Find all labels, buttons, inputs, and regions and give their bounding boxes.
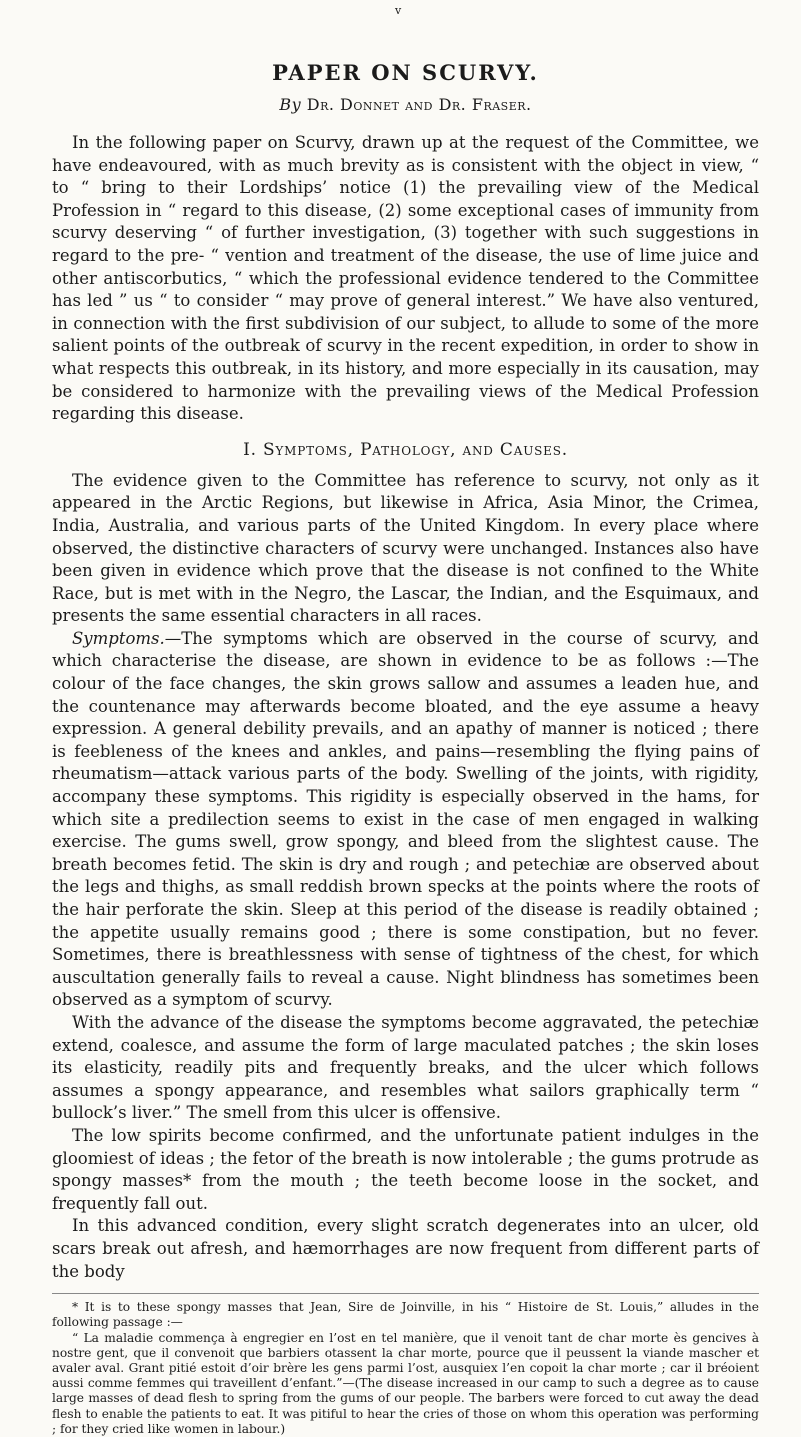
section-heading: I. Symptoms, Pathology, and Causes. (243, 439, 568, 460)
low-spirits-paragraph: The low spirits become confirmed, and the unfortunate patient indulges in the gloomiest of ideas ; the fetor of the breath is now intolerable ; the gums protrude as spongy masses* from the mouth ; the teeth become loose in the socket, and frequently fall out. (52, 1125, 759, 1213)
byline-authors: Dr. Donnet and Dr. Fraser. (306, 95, 532, 114)
page-number: v (395, 4, 402, 17)
footnote-divider (52, 1293, 759, 1294)
evidence-paragraph: The evidence given to the Committee has reference to scurvy, not only as it appeared in the Arctic Regions, but likewise in Africa, Asia Minor, the Crimea, India, Australia, and various parts of the United Kingdom. In every place where observed, the distinctive characters of scurvy were unchanged. Instances also have been given in evidence which prove that the disease is not confined to the White Race, but is met with in the Negro, the Lascar, the Indian, and the Esquimaux, and presents the same essential characters in all races. (52, 470, 759, 626)
footnote-intro: * It is to these spongy masses that Jean, Sire de Joinville, in his “ Histoire de St. Louis,” alludes in the following passage :— (52, 1300, 759, 1330)
footnote-quote: “ La maladie commença à engregier en l’ost en tel manière, que il venoit tant de char morte ès gencives à nostre gent, que il convenoit que barbiers otassent la char morte, pource que il peussent la viande mascher et avaler aval. Grant pitié estoit d’oir brère les gens parmi l’ost, ausquiex l’en copoit la char morte ; car il bréoient aussi comme femmes qui traveillent d’enfant.”—(The disease increased in our camp to such a degree as to cause large masses of dead flesh to spring from the gums of our people. The barbers were forced to cut away the dead flesh to enable the patients to eat. It was pitiful to hear the cries of those on whom this operation was performing ; for they cried like women in labour.) (52, 1330, 759, 1436)
intro-paragraph: In the following paper on Scurvy, drawn up at the request of the Committee, we have endeavoured, with as much brevity as is consistent with the object in view, “ to “ bring to their Lordships’ notice (1) the prevailing view of the Medical Profession in “ regard to this disease, (2) some exceptional cases of immunity from scurvy deserving “ of further investigation, (3) together with such suggestions in regard to the pre- “ vention and treatment of the disease, the use of lime juice and other antiscorbutics, “ which the professional evidence tendered to the Committee has led ” us “ to consider “ may prove of general interest.” We have also ventured, in connection with the first subdivision of our subject, to allude to some of the more salient points of the outbreak of scurvy in the recent expedition, in order to show in what respects this outbreak, in its history, and more especially in its causation, may be considered to harmonize with the prevailing views of the Medical Profession regarding this disease. (52, 133, 759, 424)
advance-paragraph: With the advance of the disease the symptoms become aggravated, the petechiæ extend, coalesce, and assume the form of large maculated patches ; the skin loses its elasticity, readily pits and frequently breaks, and the ulcer which follows assumes a spongy appearance, and resembles what sailors graphically term “ bullock’s liver.” The smell from this ulcer is offensive. (52, 1012, 759, 1123)
byline-prefix: By (279, 95, 302, 114)
paper-title: PAPER ON SCURVY. (272, 60, 539, 85)
advanced-condition-paragraph: In this advanced condition, every slight scratch degenerates into an ulcer, old scars break out afresh, and hæmorrhages are now frequent from different parts of the body (52, 1216, 759, 1281)
symptoms-label: Symptoms. (72, 628, 165, 648)
byline (52, 95, 759, 114)
symptoms-paragraph (52, 628, 759, 1012)
symptoms-text: —The symptoms which are observed in the course of scurvy, and which characterise the disease, are shown in evidence to be as follows :—The colour of the face changes, the skin grows sallow and assumes a leaden hue, and the countenance may afterwards become bloated, and the eye assume a heavy expression. A general debility prevails, and an apathy of manner is noticed ; there is feebleness of the knees and ankles, and pains—resembling the flying pains of rheumatism—attack various parts of the body. Swelling of the joints, with rigidity, accompany these symptoms. This rigidity is especially observed in the hams, for which site a predilection seems to exist in the case of men engaged in walking exercise. The gums swell, grow spongy, and bleed from the slightest cause. The breath becomes fetid. The skin is dry and rough ; and petechiæ are observed about the legs and thighs, as small reddish brown specks at the points where the roots of the hair perforate the skin. Sleep at this period of the disease is readily obtained ; the appetite usually remains good ; there is some constipation, but no fever. Sometimes, there is breathlessness with sense of tightness of the chest, for which auscultation generally fails to reveal a cause. Night blindness has sometimes been observed as a symptom of scurvy. (52, 628, 759, 1010)
